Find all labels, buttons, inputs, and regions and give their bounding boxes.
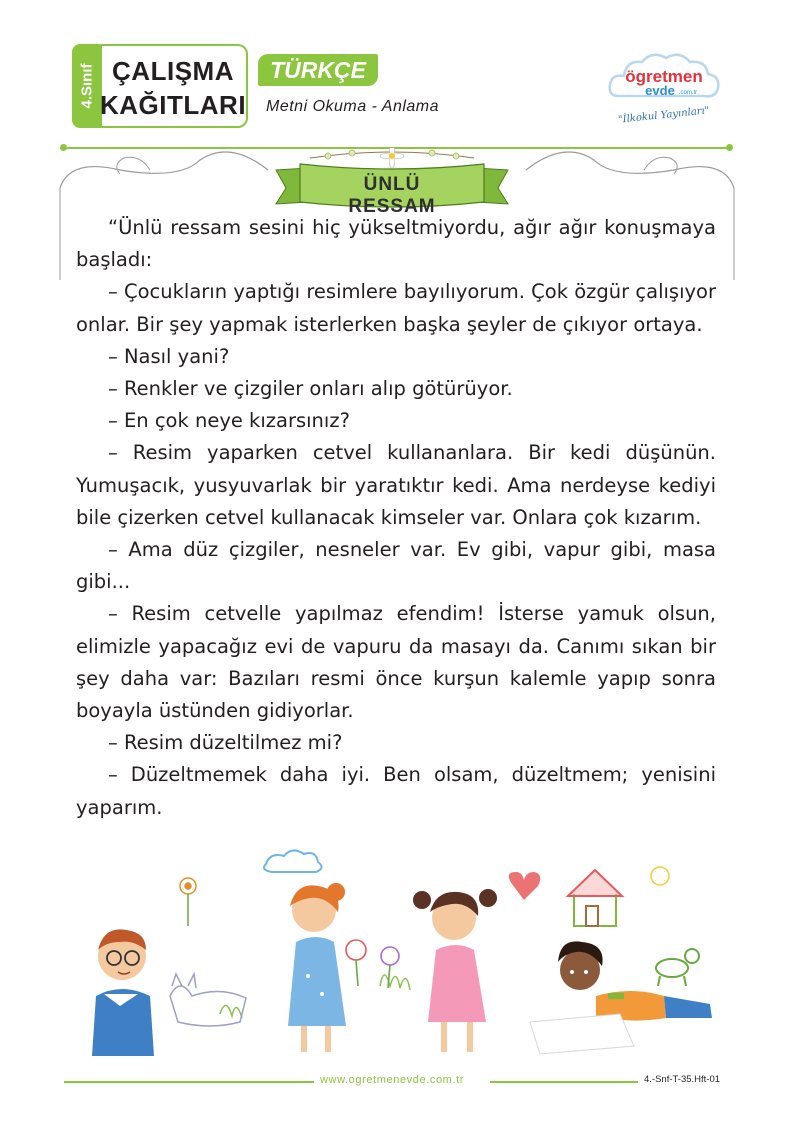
house-doodle-icon: [568, 870, 622, 926]
worksheet-title-box: [100, 44, 248, 128]
story-paragraph: – Resim yaparken cetvel kullananlara. Bir kedi düşünün. Yumuşacık, yusyuvarlak bir yaratıktır kedi. Ama nerdeyse kediyi bile çizerken cetvel kullanacak kimseler var. Onlara çok kızarım.: [76, 441, 716, 529]
story-paragraph: – Ama düz çizgiler, nesneler var. Ev gibi, vapur gibi, masa gibi...: [76, 538, 716, 594]
story-title: ÜNLÜ RESSAM: [348, 174, 436, 217]
cloud-doodle-icon: [264, 850, 322, 872]
publisher-logo: [604, 44, 724, 134]
girl-pink-dress-figure: [413, 889, 497, 1052]
sun-doodle-icon: [651, 867, 669, 885]
flower-doodle-icon: [180, 878, 196, 926]
story-paragraph: – Resim düzeltilmez mi?: [108, 731, 343, 755]
grade-label: 4.Sınıf: [78, 63, 96, 109]
worksheet-title-line1: ÇALIŞMA: [112, 56, 234, 86]
story-text: [76, 212, 716, 824]
footer-divider-right: [490, 1081, 638, 1083]
dog-doodle-icon: [656, 949, 699, 986]
footer-website: www.ogretmenevde.com.tr: [316, 1074, 468, 1086]
footer-page-code: 4.-Snf-T-35.Hft-01: [640, 1074, 720, 1085]
worksheet-title-line2: KAĞITLARI: [100, 90, 247, 120]
story-paragraph: “Ünlü ressam sesini hiç yükseltmiyordu, ağır ağır konuşmaya başladı:: [76, 216, 716, 272]
story-paragraph: – Renkler ve çizgiler onları alıp götürüyor.: [108, 377, 513, 401]
girl-blue-dress-figure: [288, 883, 346, 1052]
logo-tagline: "İlkokul Yayınları": [617, 105, 710, 126]
cat-drawing-icon: [170, 974, 246, 1026]
story-paragraph: – Düzeltmemek daha iyi. Ben olsam, düzeltmem; yenisini yaparım.: [76, 763, 716, 819]
logo-brand: ögretmen: [625, 67, 703, 86]
topic-subtitle: Metni Okuma - Anlama: [266, 98, 440, 115]
grade-tab: [72, 44, 102, 128]
logo-brand-evde: evde: [645, 83, 675, 98]
drawing-paper-icon: [530, 1014, 634, 1054]
story-paragraph: – Resim cetvelle yapılmaz efendim! İsterse yamuk olsun, elimizle yapacağız evi de vapuru da masayı da. Canımı sıkan bir şey daha var: Bazıları resmi önce kurşun kalemle yapıp sonra boyayla üstünden gidiyorlar.: [76, 602, 716, 723]
footer-divider-left: [64, 1081, 314, 1083]
heart-doodle-icon: [509, 872, 540, 900]
story-paragraph: – En çok neye kızarsınız?: [108, 409, 350, 433]
logo-domain: .com.tr: [678, 90, 698, 96]
boy-with-glasses-figure: [92, 929, 154, 1056]
flower-garland-icon: [310, 148, 474, 168]
story-paragraph: – Nasıl yani?: [108, 344, 230, 368]
boy-lying-figure: [558, 941, 712, 1020]
subject-badge: TÜRKÇE: [258, 54, 378, 86]
children-drawing-illustration: [60, 846, 740, 1056]
story-paragraph: – Çocukların yaptığı resimlere bayılıyorum. Çok özgür çalışıyor onlar. Bir şey yapmak isterlerken başka şeyler de çıkıyor ortaya.: [76, 280, 716, 336]
